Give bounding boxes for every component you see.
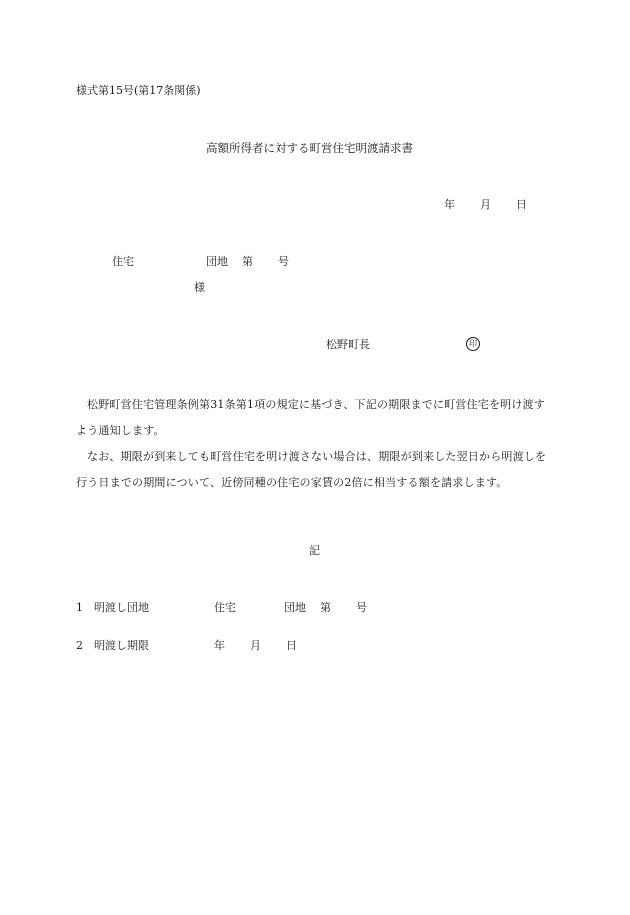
form-number: 様式第15号(第17条関係) [76, 84, 201, 97]
issuer-name: 松野町長 [326, 338, 370, 351]
date-year: 年 [444, 198, 455, 211]
item-housing: 住宅 [214, 601, 236, 614]
item-go: 号 [356, 601, 367, 614]
addressee-danchi: 団地 [206, 255, 228, 268]
ki-heading: 記 [309, 544, 320, 557]
seal-mark: 印 [466, 337, 480, 351]
addressee-sama: 様 [194, 281, 205, 294]
item-number: 1 [76, 601, 83, 614]
item-danchi: 団地 [284, 601, 306, 614]
body-paragraph-2: なお、期限が到来しても町営住宅を明け渡さない場合は、期限が到来した翌日から明渡しを行う日までの期間について、近傍同種の住宅の家賃の2倍に相当する額を請求します。 [76, 450, 547, 489]
item-month: 月 [250, 639, 261, 652]
item-label: 明渡し団地 [94, 601, 149, 614]
item-dai: 第 [320, 601, 331, 614]
document-title: 高額所得者に対する町営住宅明渡請求書 [206, 141, 413, 155]
body-paragraph-1: 松野町営住宅管理条例第31条第1項の規定に基づき、下記の期限までに町営住宅を明け渡すよう通知します。 [76, 398, 545, 437]
item-number: 2 [76, 639, 83, 652]
addressee-housing: 住宅 [112, 255, 134, 268]
item-day: 日 [286, 639, 297, 652]
seal-icon [466, 336, 480, 351]
addressee-dai: 第 [242, 255, 253, 268]
item-label: 明渡し期限 [94, 639, 149, 652]
addressee-go: 号 [278, 255, 289, 268]
date-month: 月 [480, 198, 491, 211]
item-year: 年 [214, 639, 225, 652]
date-day: 日 [516, 198, 527, 211]
